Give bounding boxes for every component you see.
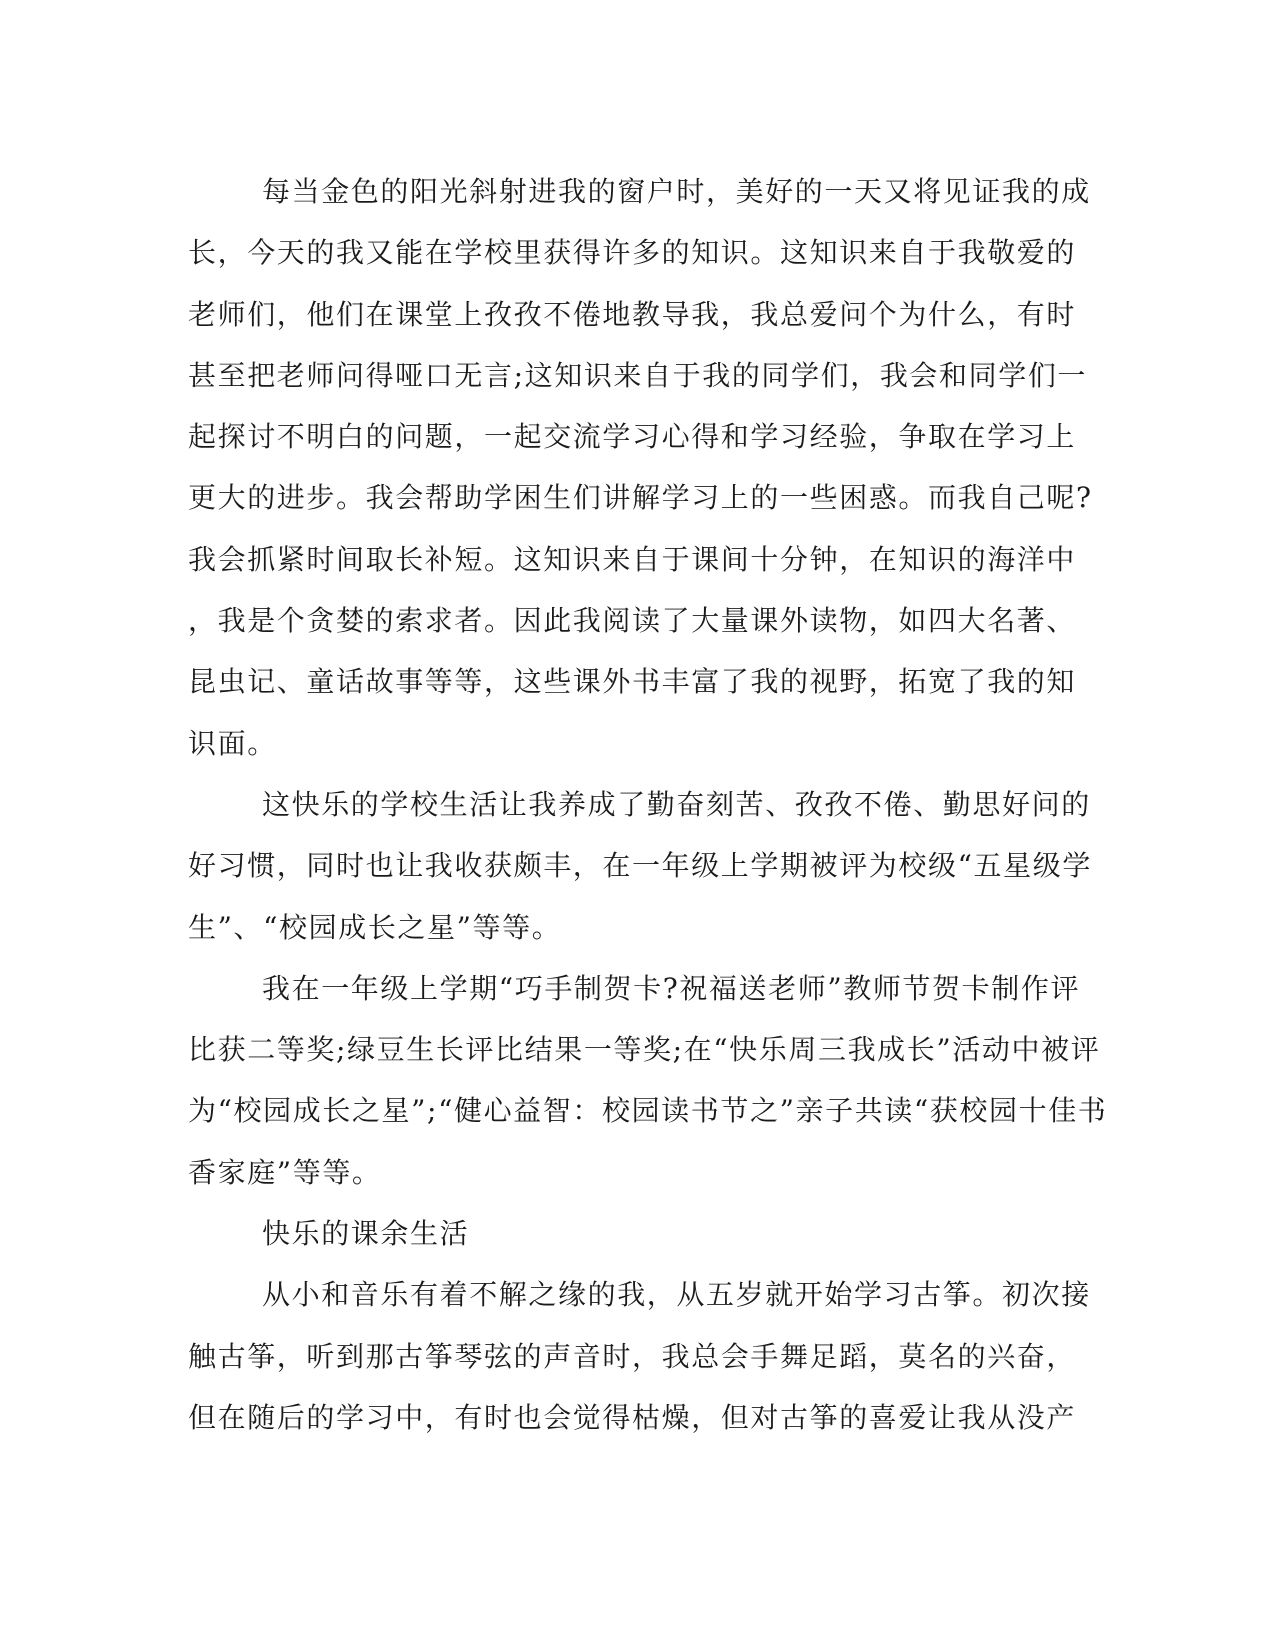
text-line: 好习惯，同时也让我收获颇丰，在一年级上学期被评为校级“五星级学 (188, 849, 1092, 883)
text-line: 老师们，他们在课堂上孜孜不倦地教导我，我总爱问个为什么，有时 (188, 297, 1077, 331)
text-line: 从小和音乐有着不解之缘的我，从五岁就开始学习古筝。初次接 (262, 1278, 1091, 1312)
text-line: 起探讨不明白的问题，一起交流学习心得和学习经验，争取在学习上 (188, 420, 1077, 454)
text-line: 我在一年级上学期“巧手制贺卡?祝福送老师”教师节贺卡制作评 (262, 971, 1081, 1005)
text-line: ，我是个贪婪的索求者。因此我阅读了大量课外读物，如四大名著、 (188, 604, 1077, 638)
section-heading: 快乐的课余生活 (262, 1217, 470, 1251)
text-line: 为“校园成长之星”;“健心益智：校园读书节之”亲子共读“获校园十佳书 (188, 1094, 1108, 1128)
document-body (188, 161, 1108, 1448)
text-line: 长，今天的我又能在学校里获得许多的知识。这知识来自于我敬爱的 (188, 236, 1077, 270)
text-line: 生”、“校园成长之星”等等。 (188, 910, 562, 944)
text-line: 甚至把老师问得哑口无言;这知识来自于我的同学们，我会和同学们一 (188, 358, 1088, 392)
text-line: 触古筝，听到那古筝琴弦的声音时，我总会手舞足蹈，莫名的兴奋， (188, 1339, 1077, 1373)
text-line: 我会抓紧时间取长补短。这知识来自于课间十分钟，在知识的海洋中 (188, 542, 1077, 576)
text-line: 这快乐的学校生活让我养成了勤奋刻苦、孜孜不倦、勤思好问的 (262, 787, 1091, 821)
text-line: 更大的进步。我会帮助学困生们讲解学习上的一些困惑。而我自己呢? (188, 481, 1093, 515)
text-line: 昆虫记、童话故事等等，这些课外书丰富了我的视野，拓宽了我的知 (188, 665, 1077, 699)
text-line: 识面。 (188, 726, 277, 760)
text-line: 香家庭”等等。 (188, 1155, 382, 1189)
text-line: 但在随后的学习中，有时也会觉得枯燥，但对古筝的喜爱让我从没产 (188, 1400, 1077, 1434)
text-line: 每当金色的阳光斜射进我的窗户时，美好的一天又将见证我的成 (262, 175, 1091, 208)
text-line: 比获二等奖;绿豆生长评比结果一等奖;在“快乐周三我成长”活动中被评 (188, 1033, 1101, 1067)
